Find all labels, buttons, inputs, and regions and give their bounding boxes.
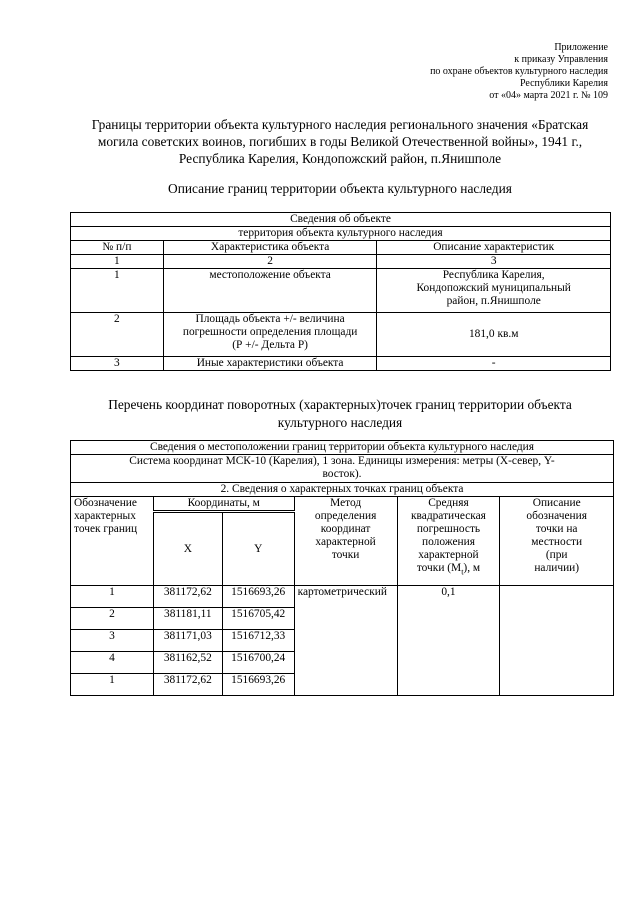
point-x: 381172,62 — [153, 586, 222, 608]
method-value: картометрический — [294, 586, 397, 696]
appendix-date: от «04» марта 2021 г. № 109 — [489, 90, 608, 101]
title-line: Границы территории объекта культурного наследия регионального значения «Братская — [91, 117, 589, 132]
table2-header: Сведения о местоположении границ территории объекта культурного наследия — [71, 441, 614, 455]
appendix-line: Приложение — [554, 42, 608, 53]
title-line: Республика Карелия, Кондопожский район, п.Янишполе — [178, 151, 502, 166]
object-info-table — [70, 212, 611, 371]
point-description-value — [500, 586, 614, 696]
point-number: 3 — [71, 630, 154, 652]
col-point-label: Обозначение характерных точек границ — [71, 497, 154, 586]
coordinate-system: Система координат МСК-10 (Карелия), 1 зона. Единицы измерения: метры (X-север, Y- восток). — [71, 455, 614, 483]
table1-subheader: территория объекта культурного наследия — [71, 227, 611, 241]
table-row — [71, 586, 614, 608]
point-y: 1516705,42 — [222, 608, 294, 630]
col-point-description: Описание обозначения точки на местности (при наличии) — [500, 497, 614, 586]
appendix-block — [348, 42, 608, 102]
col-description: Описание характеристик — [377, 241, 611, 255]
point-x: 381171,03 — [153, 630, 222, 652]
point-number: 4 — [71, 652, 154, 674]
table-row — [71, 269, 611, 313]
appendix-line: по охране объектов культурного наследия — [430, 66, 608, 77]
row-number: 2 — [71, 313, 164, 357]
col-index: 2 — [163, 255, 377, 269]
table1-header: Сведения об объекте — [71, 213, 611, 227]
table2-section: 2. Сведения о характерных точках границ объекта — [71, 483, 614, 497]
point-y: 1516700,24 — [222, 652, 294, 674]
col-index: 3 — [377, 255, 611, 269]
appendix-line: к приказу Управления — [514, 54, 608, 65]
section2-title: Перечень координат поворотных (характерных)точек границ территории объекта культурного наследия — [108, 397, 572, 430]
col-coordinates: Координаты, м — [153, 497, 294, 512]
row-characteristic: Иные характеристики объекта — [163, 357, 377, 371]
point-x: 381162,52 — [153, 652, 222, 674]
point-number: 1 — [71, 586, 154, 608]
row-description: 181,0 кв.м — [377, 313, 611, 357]
coordinates-table — [70, 440, 614, 696]
col-y: Y — [222, 512, 294, 586]
point-number: 1 — [71, 674, 154, 696]
point-y: 1516712,33 — [222, 630, 294, 652]
row-characteristic: Площадь объекта +/- величина погрешности определения площади (Р +/- Дельта Р) — [163, 313, 377, 357]
col-x: X — [153, 512, 222, 586]
row-description: Республика Карелия, Кондопожский муниципальный район, п.Янишполе — [377, 269, 611, 313]
appendix-line: Республики Карелия — [519, 78, 608, 89]
table-row — [71, 357, 611, 371]
row-description: - — [377, 357, 611, 371]
col-characteristic: Характеристика объекта — [163, 241, 377, 255]
point-x: 381172,62 — [153, 674, 222, 696]
point-x: 381181,11 — [153, 608, 222, 630]
error-value: 0,1 — [397, 586, 500, 696]
row-number: 3 — [71, 357, 164, 371]
point-number: 2 — [71, 608, 154, 630]
document-title — [60, 116, 620, 167]
title-line: могила советских воинов, погибших в годы Великой Отечественной войны», 1941 г., — [97, 134, 583, 149]
point-y: 1516693,26 — [222, 674, 294, 696]
section1-title: Описание границ территории объекта культурного наследия — [168, 181, 512, 196]
row-characteristic: местоположение объекта — [163, 269, 377, 313]
col-error: Средняя квадратическая погрешность положения характерной точки $(М_t)$, м — [397, 497, 500, 586]
col-number: № п/п — [71, 241, 164, 255]
col-method: Метод определения координат характерной точки — [294, 497, 397, 586]
point-y: 1516693,26 — [222, 586, 294, 608]
table-row — [71, 313, 611, 357]
col-index: 1 — [71, 255, 164, 269]
row-number: 1 — [71, 269, 164, 313]
